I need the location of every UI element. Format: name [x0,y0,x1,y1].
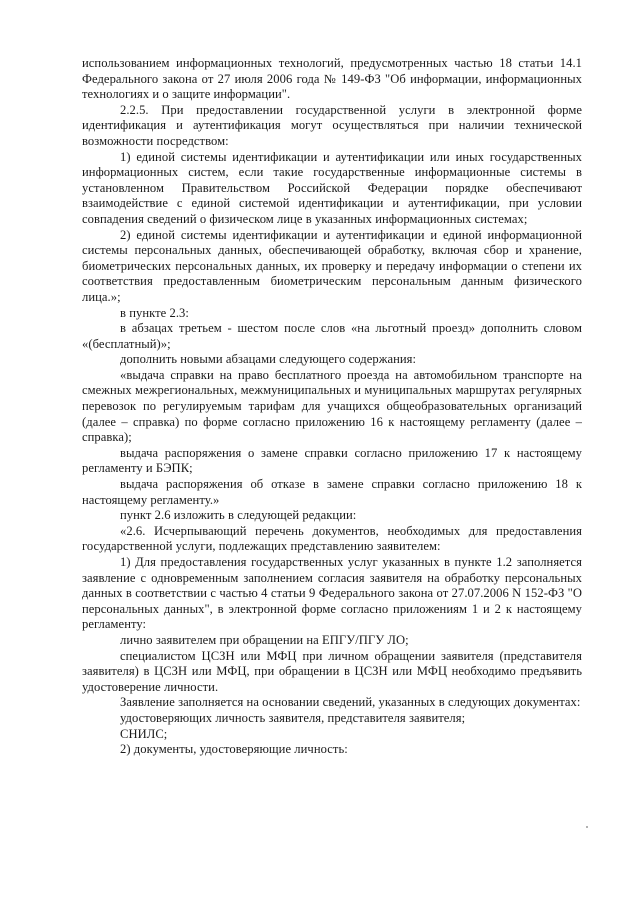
paragraph-item-2-documents: 2) документы, удостоверяющие личность: [120,742,348,757]
paragraph-2-6-heading: «2.6. Исчерпывающий перечень документов, необходимых для предоставления государственной услуги, подлежащих представлению заявителем: [82,523,582,554]
paragraph-snils: СНИЛС; [120,726,168,741]
paragraph-item-2-biometric: 2) единой системы идентификации и аутентификации и единой информационной системы персональных данных, обеспечивающей обработку, включая сбор и хранение, биометрических персональных данных, их проверку и передачу информации о степени их соответствия предоставленным биометрическим персональным данным физического лица.»; [82,227,582,304]
paragraph-issue-certificate: «выдача справки на право бесплатного проезда на автомобильном транспорте на смежных межрегиональных, межмуниципальных и муниципальных маршрутах регулярных перевозок по регулируемым тарифам для учащихся общеобразовательных организаций (далее – справка) по форме согласно приложению 16 к настоящему регламенту (далее – справка); [82,367,582,445]
paragraph-application-basis: Заявление заполняется на основании сведений, указанных в следующих документах: [120,695,581,710]
paragraph-issue-replacement: выдача распоряжения о замене справки согласно приложению 17 к настоящему регламенту и БЭПК; [82,445,582,476]
paragraph-point-2-3: в пункте 2.3: [120,305,189,320]
paragraph-point-2-6: пункт 2.6 изложить в следующей редакции: [120,508,357,523]
paragraph-continuation: использованием информационных технологий, предусмотренных частью 18 статьи 14.1 Федерального закона от 27 июля 2006 года № 149-ФЗ "Об информации, информационных технологиях и о защите информации". [82,56,582,102]
scan-speck [586,826,588,828]
document-body [82,56,582,758]
paragraph-identity-docs: удостоверяющих личность заявителя, представителя заявителя; [120,710,466,725]
paragraph-application-fill: 1) Для предоставления государственных услуг указанных в пункте 1.2 заполняется заявление с одновременным заполнением согласия заявителя на обработку персональных данных в соответствии с частью 4 статьи 9 Федерального закона от 27.07.2006 N 152-ФЗ "О персональных данных", в электронной форме согласно приложениям 1 и 2 к настоящему регламенту: [82,555,582,632]
paragraph-personally-epgu: лично заявителем при обращении на ЕПГУ/ПГУ ЛО; [120,632,409,647]
paragraph-issue-refusal: выдача распоряжения об отказе в замене справки согласно приложению 18 к настоящему регламенту.» [82,477,582,507]
paragraph-2-2-5: 2.2.5. При предоставлении государственной услуги в электронной форме идентификация и аутентификация могут осуществляться при наличии технической возможности посредством: [82,102,582,148]
paragraph-specialist: специалистом ЦСЗН или МФЦ при личном обращении заявителя (представителя заявителя) в ЦСЗН или МФЦ, при обращении в ЦСЗН или МФЦ необходимо предъявить удостоверение личности. [82,648,582,694]
paragraph-add-new: дополнить новыми абзацами следующего содержания: [120,352,417,367]
paragraph-abzac-3-6: в абзацах третьем - шестом после слов «на льготный проезд» дополнить словом «(бесплатный)»; [82,321,582,351]
paragraph-item-1-esia: 1) единой системы идентификации и аутентификации или иных государственных информационных систем, если такие государственные информационные системы в установленном Правительством Российской Федерации порядке обеспечивают взаимодействие с единой системой идентификации и аутентификации, при условии совпадения сведений о физическом лице в указанных информационных системах; [82,149,582,226]
